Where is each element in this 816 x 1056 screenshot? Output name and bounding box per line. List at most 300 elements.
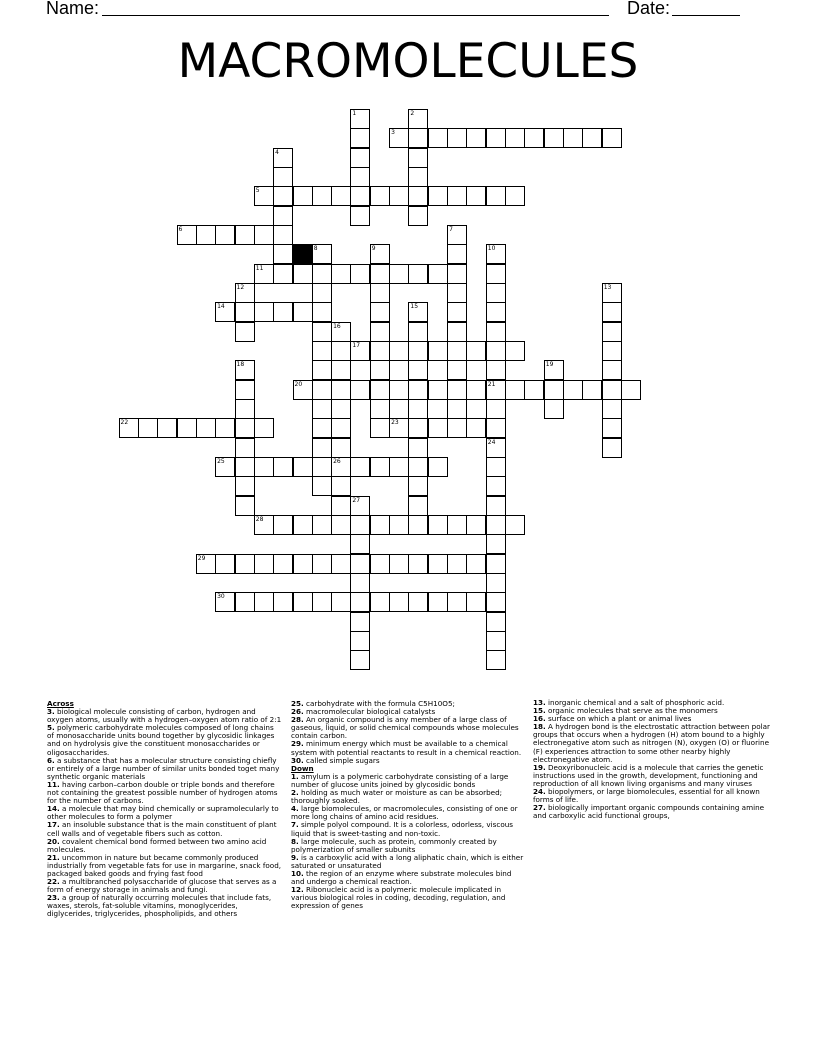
- grid-cell[interactable]: [235, 225, 255, 245]
- clue-item: [533, 764, 778, 788]
- grid-cell[interactable]: [331, 186, 351, 206]
- grid-cell[interactable]: [350, 128, 370, 148]
- grid-cell[interactable]: [408, 515, 428, 535]
- grid-cell[interactable]: [505, 186, 525, 206]
- grid-cell[interactable]: [312, 264, 332, 284]
- clue-item: [47, 838, 282, 854]
- grid-cell[interactable]: [157, 418, 177, 438]
- grid-cell[interactable]: [273, 264, 293, 284]
- grid-cell[interactable]: [350, 631, 370, 651]
- grid-cell[interactable]: [254, 418, 274, 438]
- grid-cell[interactable]: [408, 380, 428, 400]
- grid-cell[interactable]: [312, 186, 332, 206]
- clue-number-label: 4.: [291, 804, 299, 814]
- black-cell: [293, 244, 313, 264]
- grid-cell[interactable]: [447, 128, 467, 148]
- grid-cell[interactable]: [447, 186, 467, 206]
- grid-cell[interactable]: [370, 418, 390, 438]
- grid-cell[interactable]: [138, 418, 158, 438]
- grid-cell[interactable]: [447, 554, 467, 574]
- clue-item: [47, 894, 282, 918]
- grid-cell[interactable]: [293, 554, 313, 574]
- clue-text: biopolymers, or large biomolecules, essential for all known forms of life.: [533, 787, 760, 805]
- grid-cell[interactable]: [408, 167, 428, 187]
- grid-cell[interactable]: [350, 457, 370, 477]
- grid-cell[interactable]: [370, 283, 390, 303]
- clue-number: 21: [487, 380, 496, 388]
- grid-cell[interactable]: [408, 438, 428, 458]
- clue-number-label: 16.: [533, 714, 546, 724]
- grid-cell[interactable]: [602, 322, 622, 342]
- grid-cell[interactable]: [544, 128, 564, 148]
- grid-cell[interactable]: [602, 341, 622, 361]
- grid-cell[interactable]: [235, 380, 255, 400]
- grid-cell[interactable]: [350, 206, 370, 226]
- grid-cell[interactable]: [312, 476, 332, 496]
- grid-cell[interactable]: [350, 515, 370, 535]
- grid-cell[interactable]: [428, 515, 448, 535]
- clue-number: 28: [255, 515, 264, 523]
- grid-cell[interactable]: [486, 341, 506, 361]
- grid-cell[interactable]: [447, 283, 467, 303]
- grid-cell[interactable]: [486, 515, 506, 535]
- grid-cell[interactable]: [312, 380, 332, 400]
- grid-cell[interactable]: [331, 399, 351, 419]
- date-label: Date:: [627, 0, 671, 18]
- grid-cell[interactable]: [312, 322, 332, 342]
- grid-cell[interactable]: [235, 418, 255, 438]
- clue-number: 23: [391, 419, 399, 427]
- clue-number: 6: [178, 226, 183, 233]
- grid-cell[interactable]: [370, 302, 390, 322]
- grid-cell[interactable]: [331, 341, 351, 361]
- clue-text: having carbon–carbon double or triple bonds and therefore not containing the greatest possible number of hydrogen atoms for the number of carbons.: [47, 779, 278, 806]
- grid-cell[interactable]: [389, 380, 409, 400]
- grid-cell[interactable]: [602, 128, 622, 148]
- clue-item: [291, 838, 526, 854]
- grid-cell[interactable]: [447, 592, 467, 612]
- grid-cell[interactable]: [350, 534, 370, 554]
- clue-text: a molecule that may bind chemically or supramolecularly to other molecules to form a polymer: [47, 804, 279, 822]
- grid-cell[interactable]: [408, 186, 428, 206]
- grid-cell[interactable]: [350, 573, 370, 593]
- grid-cell[interactable]: [408, 128, 428, 148]
- grid-cell[interactable]: [486, 302, 506, 322]
- clue-text: Ribonucleic acid is a polymeric molecule implicated in various biological roles in coding, decoding, regulation, and expression of genes: [291, 885, 506, 911]
- grid-cell[interactable]: [505, 380, 525, 400]
- grid-cell[interactable]: [466, 128, 486, 148]
- grid-cell[interactable]: [428, 592, 448, 612]
- grid-cell[interactable]: [370, 592, 390, 612]
- grid-cell[interactable]: [408, 399, 428, 419]
- grid-cell[interactable]: [331, 496, 351, 516]
- clue-number-label: 7.: [291, 820, 299, 830]
- grid-cell[interactable]: [524, 128, 544, 148]
- grid-cell[interactable]: [273, 515, 293, 535]
- grid-cell[interactable]: [370, 341, 390, 361]
- grid-cell[interactable]: [350, 650, 370, 670]
- clue-item: [291, 854, 526, 870]
- clue-item: [47, 708, 282, 724]
- grid-cell[interactable]: [447, 341, 467, 361]
- page-title: MACROMOLECULES: [177, 34, 639, 89]
- clue-number: 4: [275, 148, 279, 156]
- clue-number: 27: [352, 496, 361, 504]
- grid-cell[interactable]: [350, 186, 370, 206]
- grid-cell[interactable]: [235, 554, 255, 574]
- grid-cell[interactable]: [273, 206, 293, 226]
- grid-cell[interactable]: [602, 438, 622, 458]
- grid-cell[interactable]: [486, 128, 506, 148]
- clue-item: [47, 821, 282, 837]
- grid-cell[interactable]: [389, 341, 409, 361]
- grid-cell[interactable]: [466, 380, 486, 400]
- grid-cell[interactable]: [370, 360, 390, 380]
- grid-cell[interactable]: [428, 341, 448, 361]
- clue-number: 17: [352, 342, 361, 349]
- grid-cell[interactable]: [389, 554, 409, 574]
- grid-cell[interactable]: [582, 128, 602, 148]
- grid-cell[interactable]: [273, 186, 293, 206]
- clue-number: 13: [603, 284, 612, 291]
- grid-cell[interactable]: [408, 206, 428, 226]
- clue-item: [47, 724, 282, 756]
- grid-cell[interactable]: [544, 380, 564, 400]
- grid-cell[interactable]: [254, 225, 274, 245]
- clue-number-label: 5.: [47, 723, 55, 733]
- grid-cell[interactable]: [273, 302, 293, 322]
- grid-cell[interactable]: [312, 438, 332, 458]
- clue-number-label: 17.: [47, 820, 60, 830]
- grid-cell[interactable]: [370, 322, 390, 342]
- grid-cell[interactable]: [563, 128, 583, 148]
- grid-cell[interactable]: [486, 418, 506, 438]
- grid-cell[interactable]: [408, 496, 428, 516]
- grid-cell[interactable]: [524, 380, 544, 400]
- clue-text: is a carboxylic acid with a long aliphatic chain, which is either saturated or unsaturated: [291, 852, 524, 870]
- clue-item: [533, 804, 778, 820]
- grid-cell[interactable]: [408, 418, 428, 438]
- grid-cell[interactable]: [331, 264, 351, 284]
- grid-cell[interactable]: [486, 534, 506, 554]
- grid-cell[interactable]: [273, 225, 293, 245]
- grid-cell[interactable]: [235, 592, 255, 612]
- grid-cell[interactable]: [312, 302, 332, 322]
- grid-cell[interactable]: [486, 573, 506, 593]
- grid-cell[interactable]: [350, 554, 370, 574]
- grid-cell[interactable]: [466, 186, 486, 206]
- grid-cell[interactable]: [350, 148, 370, 168]
- grid-cell[interactable]: [408, 592, 428, 612]
- clue-text: macromolecular biological catalysts: [303, 707, 436, 717]
- grid-cell[interactable]: [293, 186, 313, 206]
- grid-cell[interactable]: [486, 399, 506, 419]
- clue-heading: Down: [291, 763, 314, 773]
- grid-cell[interactable]: [486, 186, 506, 206]
- name-label: Name:: [46, 0, 100, 18]
- clue-item: [291, 821, 526, 837]
- grid-cell[interactable]: [428, 457, 448, 477]
- grid-cell[interactable]: [254, 457, 274, 477]
- grid-cell[interactable]: [312, 283, 332, 303]
- clue-item: [47, 757, 282, 781]
- clue-number: 24: [487, 438, 496, 446]
- clue-number-label: 24.: [533, 787, 546, 797]
- grid-cell[interactable]: [235, 322, 255, 342]
- grid-cell[interactable]: [389, 264, 409, 284]
- clue-item: [291, 805, 526, 821]
- grid-cell[interactable]: [466, 341, 486, 361]
- grid-cell[interactable]: [177, 418, 197, 438]
- grid-cell[interactable]: [408, 341, 428, 361]
- clue-text: An organic compound is any member of a large class of gaseous, liquid, or solid chemical compounds whose molecules contain carbon.: [291, 715, 519, 741]
- grid-cell[interactable]: [447, 302, 467, 322]
- grid-cell[interactable]: [312, 418, 332, 438]
- grid-cell[interactable]: [408, 554, 428, 574]
- grid-cell[interactable]: [273, 554, 293, 574]
- grid-cell[interactable]: [466, 592, 486, 612]
- grid-cell[interactable]: [273, 244, 293, 264]
- clue-number-label: 19.: [533, 762, 546, 772]
- grid-cell[interactable]: [486, 631, 506, 651]
- grid-cell[interactable]: [486, 496, 506, 516]
- grid-cell[interactable]: [235, 399, 255, 419]
- grid-cell[interactable]: [408, 322, 428, 342]
- clue-heading: Across: [47, 699, 74, 708]
- grid-cell[interactable]: [370, 515, 390, 535]
- grid-cell[interactable]: [312, 554, 332, 574]
- clue-number-label: 22.: [47, 877, 60, 887]
- clue-number-label: 12.: [291, 885, 304, 895]
- grid-cell[interactable]: [602, 380, 622, 400]
- grid-cell[interactable]: [563, 380, 583, 400]
- clue-number-label: 10.: [291, 868, 304, 878]
- grid-cell[interactable]: [293, 592, 313, 612]
- grid-cell[interactable]: [215, 418, 235, 438]
- grid-cell[interactable]: [447, 380, 467, 400]
- grid-cell[interactable]: [273, 457, 293, 477]
- grid-cell[interactable]: [235, 438, 255, 458]
- clue-text: inorganic chemical and a salt of phosphoric acid.: [545, 698, 725, 707]
- grid-cell[interactable]: [350, 167, 370, 187]
- clue-number-label: 14.: [47, 804, 60, 814]
- clue-item: [533, 723, 778, 763]
- grid-cell[interactable]: [273, 167, 293, 187]
- grid-cell[interactable]: [312, 399, 332, 419]
- grid-cell[interactable]: [235, 457, 255, 477]
- grid-cell[interactable]: [235, 476, 255, 496]
- grid-cell[interactable]: [408, 148, 428, 168]
- grid-cell[interactable]: [466, 515, 486, 535]
- clue-number-label: 3.: [47, 707, 55, 717]
- grid-cell[interactable]: [486, 360, 506, 380]
- grid-cell[interactable]: [350, 264, 370, 284]
- grid-cell[interactable]: [235, 496, 255, 516]
- clue-number-label: 1.: [291, 771, 299, 781]
- grid-cell[interactable]: [486, 612, 506, 632]
- grid-cell[interactable]: [466, 554, 486, 574]
- clue-number: 26: [333, 457, 341, 465]
- grid-cell[interactable]: [389, 457, 409, 477]
- grid-cell[interactable]: [331, 418, 351, 438]
- grid-cell[interactable]: [428, 380, 448, 400]
- grid-cell[interactable]: [312, 515, 332, 535]
- grid-cell[interactable]: [350, 612, 370, 632]
- clue-item: [533, 788, 778, 804]
- grid-cell[interactable]: [350, 380, 370, 400]
- clue-number: 22: [120, 419, 129, 427]
- grid-cell[interactable]: [293, 302, 313, 322]
- grid-cell[interactable]: [486, 264, 506, 284]
- clue-number: 20: [294, 380, 303, 388]
- grid-cell[interactable]: [293, 457, 313, 477]
- grid-cell[interactable]: [505, 515, 525, 535]
- grid-cell[interactable]: [602, 360, 622, 380]
- grid-cell[interactable]: [408, 264, 428, 284]
- grid-cell[interactable]: [408, 476, 428, 496]
- clue-number: 10: [487, 245, 496, 253]
- grid-cell[interactable]: [331, 592, 351, 612]
- clue-text: large molecule, such as protein, commonly created by polymerization of smaller subunits: [291, 836, 497, 854]
- grid-cell[interactable]: [428, 418, 448, 438]
- grid-cell[interactable]: [331, 476, 351, 496]
- grid-cell[interactable]: [428, 264, 448, 284]
- clue-item: [291, 789, 526, 805]
- grid-cell[interactable]: [486, 457, 506, 477]
- grid-cell[interactable]: [331, 515, 351, 535]
- clue-number: 16: [333, 322, 341, 330]
- grid-cell[interactable]: [312, 341, 332, 361]
- grid-cell[interactable]: [370, 554, 390, 574]
- clue-item: [47, 878, 282, 894]
- clue-number-label: 9.: [291, 852, 299, 862]
- clue-number: 3: [391, 129, 395, 137]
- clue-number: 5: [255, 187, 260, 195]
- grid-cell[interactable]: [312, 457, 332, 477]
- grid-cell[interactable]: [254, 554, 274, 574]
- grid-cell[interactable]: [331, 380, 351, 400]
- grid-cell[interactable]: [370, 186, 390, 206]
- clue-text: a group of naturally occurring molecules that include fats, waxes, sterols, fat-soluble vitamins, monoglycerides, diglycerides, triglycerides, phospholipids, and others: [47, 893, 272, 919]
- clue-text: biologically important organic compounds containing amine and carboxylic acid functional groups,: [533, 803, 765, 821]
- grid-cell[interactable]: [293, 515, 313, 535]
- clue-text: carbohydrate with the formula C5H10O5;: [303, 699, 455, 708]
- grid-cell[interactable]: [389, 186, 409, 206]
- clue-item: [291, 716, 526, 740]
- grid-cell[interactable]: [447, 399, 467, 419]
- grid-cell[interactable]: [428, 186, 448, 206]
- grid-cell[interactable]: [370, 380, 390, 400]
- grid-cell[interactable]: [293, 264, 313, 284]
- grid-cell[interactable]: [447, 322, 467, 342]
- grid-cell[interactable]: [408, 457, 428, 477]
- grid-cell[interactable]: [486, 476, 506, 496]
- grid-cell[interactable]: [505, 128, 525, 148]
- clue-number: 1: [352, 110, 357, 117]
- grid-cell[interactable]: [447, 418, 467, 438]
- clue-text: surface on which a plant or animal lives: [545, 714, 692, 724]
- grid-cell[interactable]: [602, 418, 622, 438]
- grid-cell[interactable]: [582, 380, 602, 400]
- grid-cell[interactable]: [602, 399, 622, 419]
- grid-cell[interactable]: [389, 592, 409, 612]
- grid-cell[interactable]: [428, 554, 448, 574]
- clue-number-label: 30.: [291, 755, 304, 765]
- clue-number: 19: [545, 361, 554, 369]
- grid-cell[interactable]: [273, 592, 293, 612]
- grid-cell[interactable]: [602, 302, 622, 322]
- grid-cell[interactable]: [196, 225, 216, 245]
- clue-column-3: [533, 699, 778, 820]
- clue-number: 2: [410, 110, 415, 117]
- clue-text: an insoluble substance that is the main constituent of plant cell walls and of vegetable fibers such as cotton.: [47, 820, 277, 838]
- clue-number-label: 21.: [47, 852, 60, 862]
- clue-number-label: 26.: [291, 707, 304, 717]
- clue-text: covalent chemical bond formed between two amino acid molecules.: [47, 836, 267, 854]
- clue-number-label: 20.: [47, 836, 60, 846]
- grid-cell[interactable]: [254, 592, 274, 612]
- grid-cell[interactable]: [215, 554, 235, 574]
- clue-number: 18: [236, 361, 245, 369]
- grid-cell[interactable]: [447, 360, 467, 380]
- clue-number: 11: [255, 264, 264, 272]
- grid-cell[interactable]: [447, 515, 467, 535]
- grid-cell[interactable]: [312, 360, 332, 380]
- grid-cell[interactable]: [389, 515, 409, 535]
- clue-text: Deoxyribonucleic acid is a molecule that carries the genetic instructions used in the growth, development, functioning and reproduction of all known living organisms and many viruses: [533, 762, 764, 788]
- grid-cell[interactable]: [486, 554, 506, 574]
- clue-text: minimum energy which must be available to a chemical system with potential reactants to result in a chemical reaction.: [291, 739, 522, 757]
- grid-cell[interactable]: [621, 380, 641, 400]
- clue-number-label: 13.: [533, 698, 546, 707]
- grid-cell[interactable]: [466, 418, 486, 438]
- grid-cell[interactable]: [408, 360, 428, 380]
- clue-number: 25: [217, 457, 225, 465]
- clue-number: 15: [410, 303, 419, 311]
- grid-cell[interactable]: [235, 302, 255, 322]
- grid-cell[interactable]: [486, 592, 506, 612]
- clue-item: [291, 757, 526, 765]
- clue-number-label: 15.: [533, 706, 546, 716]
- grid-cell[interactable]: [447, 264, 467, 284]
- clue-number: 7: [449, 226, 453, 233]
- grid-cell[interactable]: [544, 399, 564, 419]
- grid-cell[interactable]: [505, 341, 525, 361]
- clue-number: 30: [217, 593, 225, 601]
- clue-text: holding as much water or moisture as can be absorbed; thoroughly soaked.: [291, 788, 503, 806]
- grid-cell[interactable]: [370, 457, 390, 477]
- grid-cell[interactable]: [447, 244, 467, 264]
- clue-column-1: [47, 700, 282, 919]
- grid-cell[interactable]: [331, 360, 351, 380]
- grid-cell[interactable]: [254, 302, 274, 322]
- grid-cell[interactable]: [486, 650, 506, 670]
- grid-cell[interactable]: [331, 438, 351, 458]
- grid-cell[interactable]: [196, 418, 216, 438]
- clue-number: 9: [371, 245, 376, 253]
- grid-cell[interactable]: [370, 399, 390, 419]
- grid-cell[interactable]: [486, 322, 506, 342]
- grid-cell[interactable]: [331, 554, 351, 574]
- grid-cell[interactable]: [370, 264, 390, 284]
- grid-cell[interactable]: [312, 592, 332, 612]
- grid-cell[interactable]: [350, 592, 370, 612]
- grid-cell[interactable]: [486, 283, 506, 303]
- clue-item: [291, 870, 526, 886]
- grid-cell[interactable]: [215, 225, 235, 245]
- clue-number-label: 18.: [533, 722, 546, 732]
- grid-cell[interactable]: [428, 128, 448, 148]
